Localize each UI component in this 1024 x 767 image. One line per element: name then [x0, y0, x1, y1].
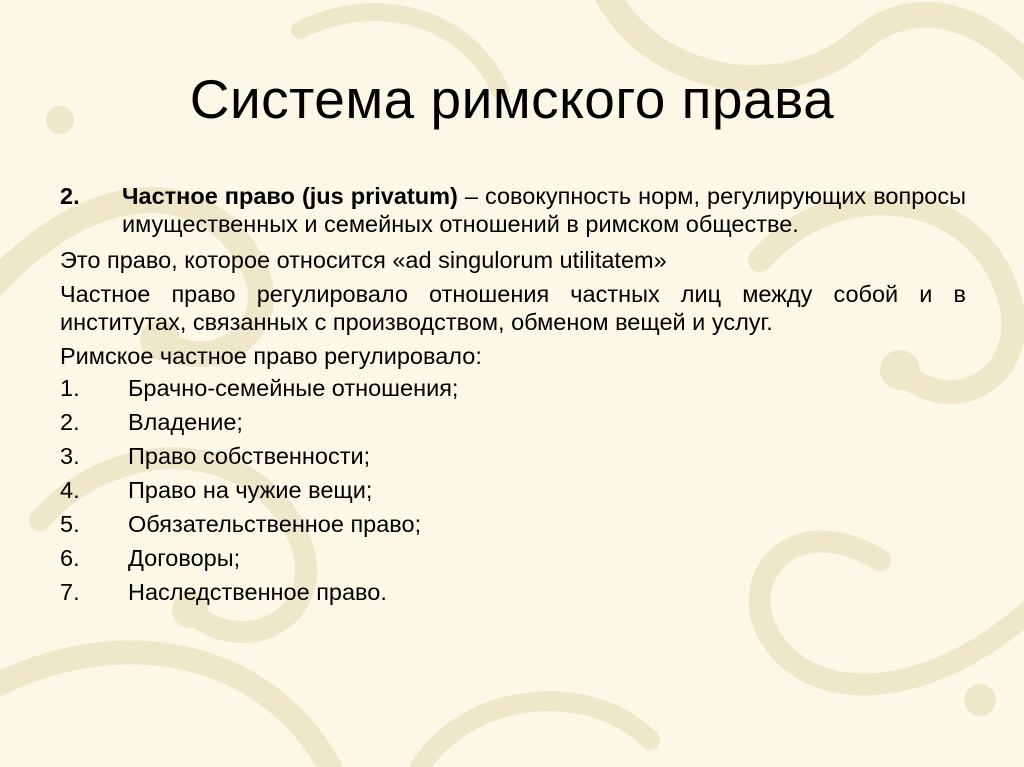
- list-item: 7. Наследственное право.: [60, 579, 387, 605]
- list-item: 3. Право собственности;: [60, 443, 371, 469]
- paragraph-list-intro: Римское частное право регулировало:: [60, 343, 482, 369]
- list-item: 6. Договоры;: [60, 545, 241, 571]
- slide-content: [60, 182, 966, 612]
- definition-text: [122, 182, 966, 238]
- list-item: 1. Брачно-семейные отношения;: [60, 375, 459, 401]
- definition-paragraph: [60, 182, 966, 238]
- definition-body: – совокупность норм, регулирующих вопросы имущественных и семейных отношений в римском обществе.: [122, 183, 967, 237]
- paragraph-utility: Это право, которое относится «ad singulorum utilitatem»: [60, 247, 667, 273]
- regulation-list: [60, 374, 966, 612]
- list-item: 5. Обязательственное право;: [60, 511, 422, 537]
- slide-title: Система римского права: [189, 68, 835, 130]
- list-item: 2. Владение;: [60, 409, 243, 435]
- list-item: 4. Право на чужие вещи;: [60, 477, 373, 503]
- definition-term: Частное право (jus privatum): [122, 183, 458, 209]
- section-number: 2.: [60, 183, 80, 209]
- paragraph-regulation: Частное право регулировало отношения частных лиц между собой и в институтах, связанных с производством, обменом вещей и услуг.: [60, 281, 966, 335]
